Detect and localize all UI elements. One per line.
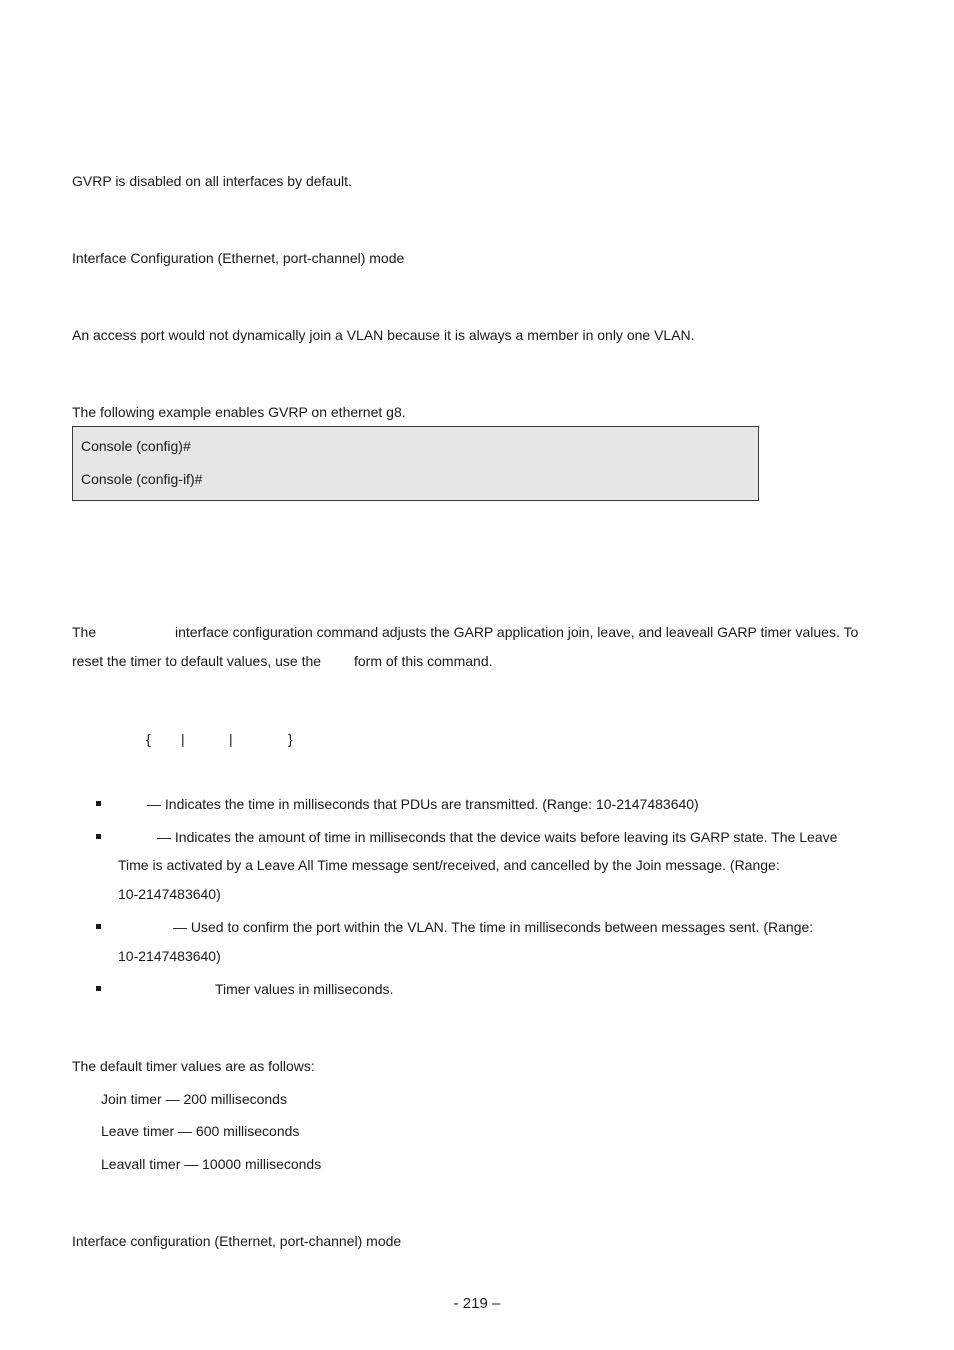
- defaults-intro-text: The default timer values are as follows:: [72, 1058, 315, 1074]
- param-leaveall-description: — Used to confirm the port within the VLAN. The time in milliseconds between messages sent. (Range:: [173, 919, 814, 935]
- description-text-form: form of this command.: [354, 653, 493, 669]
- example-intro-text: The following example enables GVRP on ethernet g8.: [72, 404, 406, 420]
- command-mode-text-2: Interface configuration (Ethernet, port-channel) mode: [72, 1233, 402, 1249]
- description-text-reset: reset the timer to default values, use the: [72, 653, 322, 669]
- description-text: interface configuration command adjusts the GARP application join, leave, and leaveall GARP timer values. To: [175, 624, 859, 640]
- bullet-icon: [96, 834, 101, 839]
- syntax-close-brace: }: [288, 731, 293, 747]
- command-mode-text: Interface Configuration (Ethernet, port-channel) mode: [72, 250, 405, 266]
- code-line: Console (config-if)#: [81, 471, 203, 487]
- description-word-the: The: [72, 624, 97, 640]
- default-leave-timer: Leave timer — 600 milliseconds: [101, 1123, 300, 1139]
- bullet-icon: [96, 801, 101, 806]
- default-configuration-text: GVRP is disabled on all interfaces by default.: [72, 173, 352, 189]
- bullet-icon: [96, 986, 101, 991]
- user-guidelines-text: An access port would not dynamically join a VLAN because it is always a member in only one VLAN.: [72, 327, 695, 343]
- bullet-icon: [96, 924, 101, 929]
- param-leave-description: — Indicates the amount of time in milliseconds that the device waits before leaving its GARP state. The Leave: [157, 829, 838, 845]
- param-leave-range: 10-2147483640): [118, 886, 221, 902]
- default-join-timer: Join timer — 200 milliseconds: [101, 1091, 287, 1107]
- code-line: Console (config)#: [81, 438, 191, 454]
- default-leaveall-timer: Leavall timer — 10000 milliseconds: [101, 1156, 322, 1172]
- param-leave-description-cont: Time is activated by a Leave All Time message sent/received, and cancelled by the Join message. (Range:: [118, 857, 780, 873]
- syntax-open-brace: {: [146, 731, 151, 747]
- syntax-pipe: |: [229, 731, 233, 747]
- example-code-box: [72, 426, 759, 501]
- param-join-description: — Indicates the time in milliseconds that PDUs are transmitted. (Range: 10-2147483640): [147, 796, 699, 812]
- syntax-pipe: |: [181, 731, 185, 747]
- page-number: - 219 –: [453, 1295, 501, 1312]
- param-timer-value-description: Timer values in milliseconds.: [215, 981, 394, 997]
- param-leaveall-range: 10-2147483640): [118, 948, 221, 964]
